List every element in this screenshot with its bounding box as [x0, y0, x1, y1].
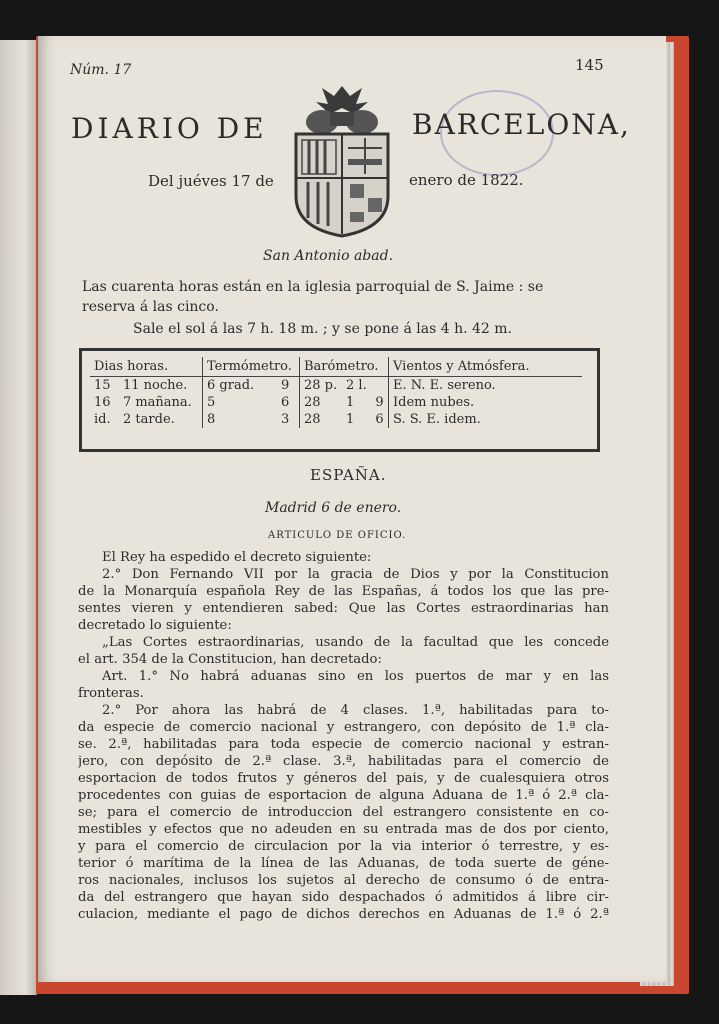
cell-viento: E. N. E. sereno.: [393, 378, 496, 393]
cell-dias: 16 7 mañana.: [90, 394, 203, 411]
body-line: mestibles y efectos que no adeuden en su entrada mas de dos por ciento,: [78, 822, 609, 837]
body-line: se. 2.ª, habilitadas para toda especie de comercio nacional y estran-: [78, 737, 609, 752]
date-line-left: Del juéves 17 de: [148, 172, 274, 190]
masthead-title-right: BARCELONA,: [412, 108, 631, 141]
body-line: decretado lo siguiente:: [78, 618, 232, 633]
facing-page-edge: [0, 40, 37, 995]
cell-term-b: 6: [277, 394, 299, 411]
forty-hours-notice: Las cuarenta horas están en la iglesia parroquial de S. Jaime : se: [82, 279, 544, 295]
cell-dias: 15 11 noche.: [90, 377, 203, 395]
cell-baro-c: 6: [371, 411, 388, 428]
cell-term: 5: [207, 395, 216, 410]
body-line: procedentes con guias de esportacion de alguna Aduana de 1.ª ó 2.ª cla-: [78, 788, 609, 803]
body-line: 2.° Por ahora las habrá de 4 clases. 1.ª, habilitadas para to-: [102, 703, 609, 718]
body-line: 2.° Don Fernando VII por la gracia de Dios y por la Constitucion: [102, 567, 609, 582]
saint-of-day: San Antonio abad.: [263, 248, 394, 264]
sub-heading: ARTICULO DE OFICIO.: [268, 530, 407, 541]
weather-table: [79, 348, 600, 452]
body-line: fronteras.: [78, 686, 144, 701]
issue-number: Núm. 17: [70, 62, 132, 78]
col-termometro: Termómetro.: [203, 357, 300, 377]
body-line: el art. 354 de la Constitucion, han decretado:: [78, 652, 382, 667]
cell-baro: 28: [304, 395, 321, 410]
body-line: da especie de comercio nacional y estrangero, con depósito de 1.ª cla-: [78, 720, 609, 735]
body-line: se; para el comercio de introduccion del estrangero consistente en co-: [78, 805, 609, 820]
body-line: terior ó marítima de la línea de las Aduanas, de toda suerte de géne-: [78, 856, 609, 871]
table-row: [90, 377, 582, 395]
body-line: Art. 1.° No habrá aduanas sino en los puertos de mar y en las: [102, 669, 609, 684]
col-dias-horas: Dias horas.: [90, 357, 203, 377]
masthead-title-left: DIARIO DE: [71, 112, 268, 145]
body-line: sentes vieren y entendieren sabed: Que las Cortes estraordinarias han: [78, 601, 609, 616]
cell-baro-c: 9: [371, 394, 388, 411]
coat-of-arms-icon: [282, 78, 402, 238]
weather-header-row: [90, 357, 582, 377]
body-line: ros nacionales, inclusos los sujetos al derecho de consumo ó de entra-: [78, 873, 609, 888]
article-body: [78, 549, 609, 923]
dateline: Madrid 6 de enero.: [265, 500, 402, 516]
sunrise-sunset: Sale el sol á las 7 h. 18 m. ; y se pone á las 4 h. 42 m.: [133, 321, 512, 337]
body-line: y para el comercio de circulacion por la via interior ó terrestre, y es-: [78, 839, 609, 854]
body-line: de la Monarquía española Rey de las Españas, á todos los que las pre-: [78, 584, 609, 599]
body-line: culacion, mediante el pago de dichos derechos en Aduanas de 1.ª ó 2.ª: [78, 907, 609, 922]
col-vientos: Vientos y Atmósfera.: [389, 357, 583, 377]
cell-term-b: 3: [277, 411, 299, 428]
table-row: [90, 394, 582, 411]
cell-baro-b: 2 l.: [346, 378, 367, 393]
forty-hours-notice-cont: reserva á las cinco.: [82, 299, 219, 315]
cell-term: 6 grad.: [207, 378, 255, 393]
cell-baro: 28: [304, 412, 321, 427]
date-line-right: enero de 1822.: [409, 171, 524, 189]
cell-term: 8: [207, 412, 216, 427]
page-number: 145: [575, 56, 604, 74]
body-line: da del estrangero que hayan sido despachados ó admitidos á libre cir-: [78, 890, 609, 905]
cell-term-b: 9: [277, 377, 299, 395]
cell-baro: 28 p.: [304, 378, 338, 393]
body-line: El Rey ha espedido el decreto siguiente:: [102, 550, 372, 565]
cell-viento: S. S. E. idem.: [393, 412, 481, 427]
cell-viento: Idem nubes.: [393, 395, 475, 410]
section-heading: ESPAÑA.: [310, 466, 387, 484]
table-row: [90, 411, 582, 428]
body-line: „Las Cortes estraordinarias, usando de la facultad que les concede: [102, 635, 609, 650]
newspaper-page: [38, 36, 666, 982]
body-line: jero, con depósito de 2.ª clase. 3.ª, habilitadas para el comercio de: [78, 754, 609, 769]
cell-dias: id. 2 tarde.: [90, 411, 203, 428]
col-barometro: Barómetro.: [300, 357, 389, 377]
cell-baro-c: [371, 377, 388, 395]
body-line: esportacion de todos frutos y géneros del pais, y de cualesquiera otros: [78, 771, 609, 786]
cell-baro-b: 1: [346, 395, 355, 410]
cell-baro-b: 1: [346, 412, 355, 427]
